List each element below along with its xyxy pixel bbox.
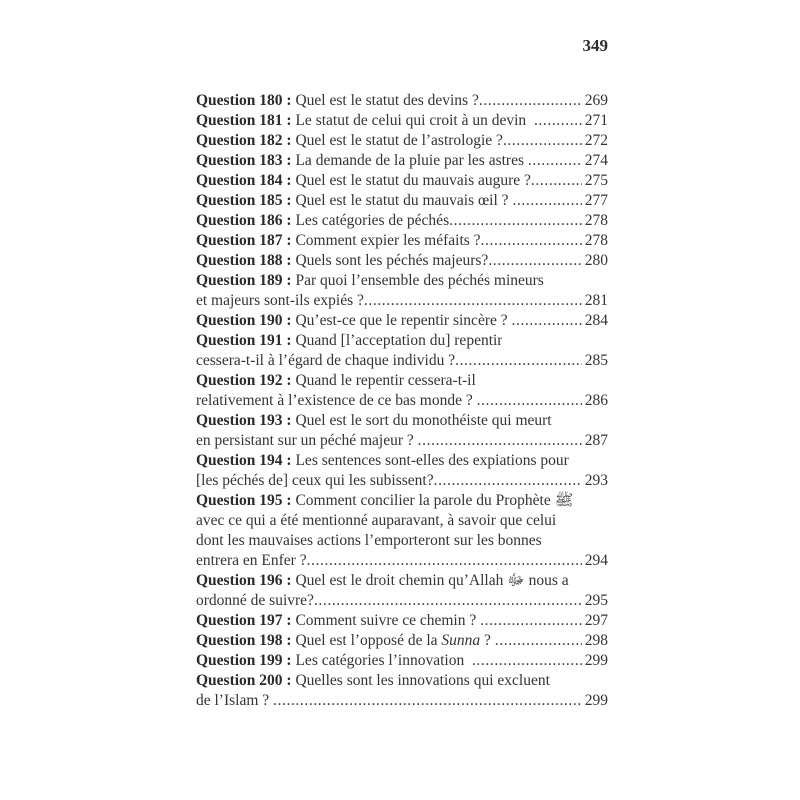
entry-text: Quand le repentir cessera-t-il <box>295 372 476 389</box>
dot-leader <box>314 591 582 611</box>
toc-line <box>196 131 608 151</box>
toc-line <box>196 151 608 171</box>
entry-text: et majeurs sont-ils expiés ? <box>196 292 364 309</box>
toc-entry <box>196 151 608 171</box>
entry-text: Quelles sont les innovations qui excluent <box>295 672 550 689</box>
question-label: Question 194 : <box>196 452 296 469</box>
toc-line <box>196 431 608 451</box>
entry-text: cessera-t-il à l’égard de chaque individu ? <box>196 352 456 369</box>
question-label: Question 183 : <box>196 152 296 169</box>
entry-text: Quel est le statut de l’astrologie ? <box>295 132 503 149</box>
dot-leader <box>534 111 582 131</box>
toc-line <box>196 171 608 191</box>
toc-entry <box>196 491 608 571</box>
entry-page-number: 294 <box>584 552 608 569</box>
question-label: Question 196 : <box>196 572 296 589</box>
toc-entry <box>196 451 608 491</box>
entry-text: Quand [l’acceptation du] repentir <box>295 332 503 349</box>
entry-page-number: 287 <box>584 432 608 449</box>
question-label: Question 188 : <box>196 252 296 269</box>
dot-leader <box>495 631 582 651</box>
entry-text: en persistant sur un péché majeur ? <box>196 432 418 449</box>
dot-leader <box>488 251 581 271</box>
entry-page-number: 285 <box>584 352 608 369</box>
toc-entry <box>196 411 608 451</box>
toc-line <box>196 571 608 591</box>
question-label: Question 200 : <box>196 672 296 689</box>
toc-line <box>196 371 608 391</box>
toc-line <box>196 631 608 651</box>
entry-page-number: 293 <box>584 472 608 489</box>
page-header <box>196 36 608 56</box>
toc-entry <box>196 131 608 151</box>
entry-page-number: 274 <box>584 152 608 169</box>
dot-leader <box>472 651 582 671</box>
entry-page-number: 277 <box>584 192 608 209</box>
question-label: Question 192 : <box>196 372 296 389</box>
toc-line <box>196 671 608 691</box>
entry-page-number: 284 <box>584 312 608 329</box>
dot-leader <box>434 471 582 491</box>
entry-text: Quels sont les péchés majeurs? <box>295 252 489 269</box>
question-label: Question 199 : <box>196 652 296 669</box>
toc-entry <box>196 311 608 331</box>
question-label: Question 197 : <box>196 612 296 629</box>
entry-text: Les sentences sont-elles des expiations pour <box>295 452 569 469</box>
dot-leader <box>477 391 582 411</box>
entry-page-number: 299 <box>584 692 608 709</box>
toc-line <box>196 511 608 531</box>
dot-leader <box>307 551 582 571</box>
toc-line <box>196 331 608 351</box>
entry-text: entrera en Enfer ? <box>196 552 307 569</box>
entry-page-number: 295 <box>584 592 608 609</box>
entry-page-number: 298 <box>584 632 608 649</box>
entry-page-number: 281 <box>584 292 608 309</box>
dot-leader <box>364 291 582 311</box>
toc-entry <box>196 91 608 111</box>
question-label: Question 186 : <box>196 212 296 229</box>
entry-text: Qu’est-ce que le repentir sincère ? <box>295 312 512 329</box>
toc-entry <box>196 651 608 671</box>
question-label: Question 187 : <box>196 232 296 249</box>
toc-line <box>196 591 608 611</box>
question-label: Question 190 : <box>196 312 296 329</box>
toc-line <box>196 91 608 111</box>
entry-text: de l’Islam ? <box>196 692 274 709</box>
entry-page-number: 272 <box>584 132 608 149</box>
entry-text: Quel est l’opposé de la Sunna ? <box>295 632 495 649</box>
entry-text: Les catégories l’innovation <box>295 652 472 669</box>
dot-leader <box>503 131 582 151</box>
entry-page-number: 280 <box>584 252 608 269</box>
entry-text: Quel est le statut du mauvais œil ? <box>295 192 513 209</box>
entry-page-number: 271 <box>584 112 608 129</box>
entry-text: [les péchés de] ceux qui les subissent? <box>196 472 434 489</box>
question-label: Question 198 : <box>196 632 296 649</box>
toc-entry <box>196 631 608 651</box>
dot-leader <box>531 171 582 191</box>
toc-line <box>196 491 608 511</box>
entry-page-number: 297 <box>584 612 608 629</box>
entry-text: Les catégories de péchés <box>295 212 450 229</box>
dot-leader <box>418 431 582 451</box>
question-label: Question 184 : <box>196 172 296 189</box>
toc-entry <box>196 111 608 131</box>
entry-text: Comment suivre ce chemin ? <box>295 612 481 629</box>
toc-line <box>196 231 608 251</box>
toc-entry <box>196 171 608 191</box>
toc-line <box>196 391 608 411</box>
entry-page-number: 278 <box>584 232 608 249</box>
toc-entry <box>196 211 608 231</box>
entry-text: Quel est le droit chemin qu’Allah ﷻ nous a <box>295 572 569 589</box>
dot-leader <box>528 151 582 171</box>
dot-leader <box>449 211 582 231</box>
toc-line <box>196 551 608 571</box>
entry-text: Quel est le statut du mauvais augure ? <box>295 172 531 189</box>
toc-entry <box>196 251 608 271</box>
toc-line <box>196 291 608 311</box>
toc-line <box>196 691 608 711</box>
toc-line <box>196 271 608 291</box>
toc-entry <box>196 231 608 251</box>
entry-page-number: 269 <box>584 92 608 109</box>
entry-text: Quel est le statut des devins ? <box>295 92 479 109</box>
entry-text: Comment concilier la parole du Prophète ﷺ <box>295 492 574 509</box>
question-label: Question 191 : <box>196 332 296 349</box>
toc-line <box>196 451 608 471</box>
toc-line <box>196 191 608 211</box>
entry-page-number: 275 <box>584 172 608 189</box>
toc-entry <box>196 371 608 411</box>
entry-text: avec ce qui a été mentionné auparavant, à savoir que celui <box>196 512 557 529</box>
entry-text: ordonné de suivre? <box>196 592 314 609</box>
toc-line <box>196 611 608 631</box>
toc-line <box>196 411 608 431</box>
entry-page-number: 299 <box>584 652 608 669</box>
page-number: 349 <box>582 36 608 55</box>
question-label: Question 193 : <box>196 412 296 429</box>
toc-entry <box>196 271 608 311</box>
dot-leader <box>273 691 582 711</box>
toc-line <box>196 351 608 371</box>
entry-page-number: 278 <box>584 212 608 229</box>
dot-leader <box>481 231 582 251</box>
toc-line <box>196 471 608 491</box>
toc-entry <box>196 671 608 711</box>
dot-leader <box>455 351 582 371</box>
entry-text: Quel est le sort du monothéiste qui meurt <box>295 412 552 429</box>
dot-leader <box>512 191 581 211</box>
toc-line <box>196 531 608 551</box>
entry-text: Le statut de celui qui croit à un devin <box>295 112 534 129</box>
entry-text: dont les mauvaises actions l’emporteront sur les bonnes <box>196 532 542 549</box>
dot-leader <box>480 611 582 631</box>
toc-line <box>196 651 608 671</box>
entry-text: Comment expier les méfaits ? <box>295 232 481 249</box>
dot-leader <box>479 91 582 111</box>
question-label: Question 195 : <box>196 492 296 509</box>
toc-entry <box>196 331 608 371</box>
toc-line <box>196 211 608 231</box>
entry-page-number: 286 <box>584 392 608 409</box>
toc-line <box>196 251 608 271</box>
question-label: Question 189 : <box>196 272 296 289</box>
toc-list <box>196 91 608 711</box>
entry-text: Par quoi l’ensemble des péchés mineurs <box>295 272 544 289</box>
toc-entry <box>196 571 608 611</box>
toc-entry <box>196 611 608 631</box>
question-label: Question 180 : <box>196 92 296 109</box>
toc-entry <box>196 191 608 211</box>
entry-text: relativement à l’existence de ce bas monde ? <box>196 392 477 409</box>
question-label: Question 185 : <box>196 192 296 209</box>
entry-text: La demande de la pluie par les astres <box>295 152 528 169</box>
question-label: Question 182 : <box>196 132 296 149</box>
dot-leader <box>512 311 582 331</box>
question-label: Question 181 : <box>196 112 296 129</box>
toc-line <box>196 111 608 131</box>
toc-line <box>196 311 608 331</box>
